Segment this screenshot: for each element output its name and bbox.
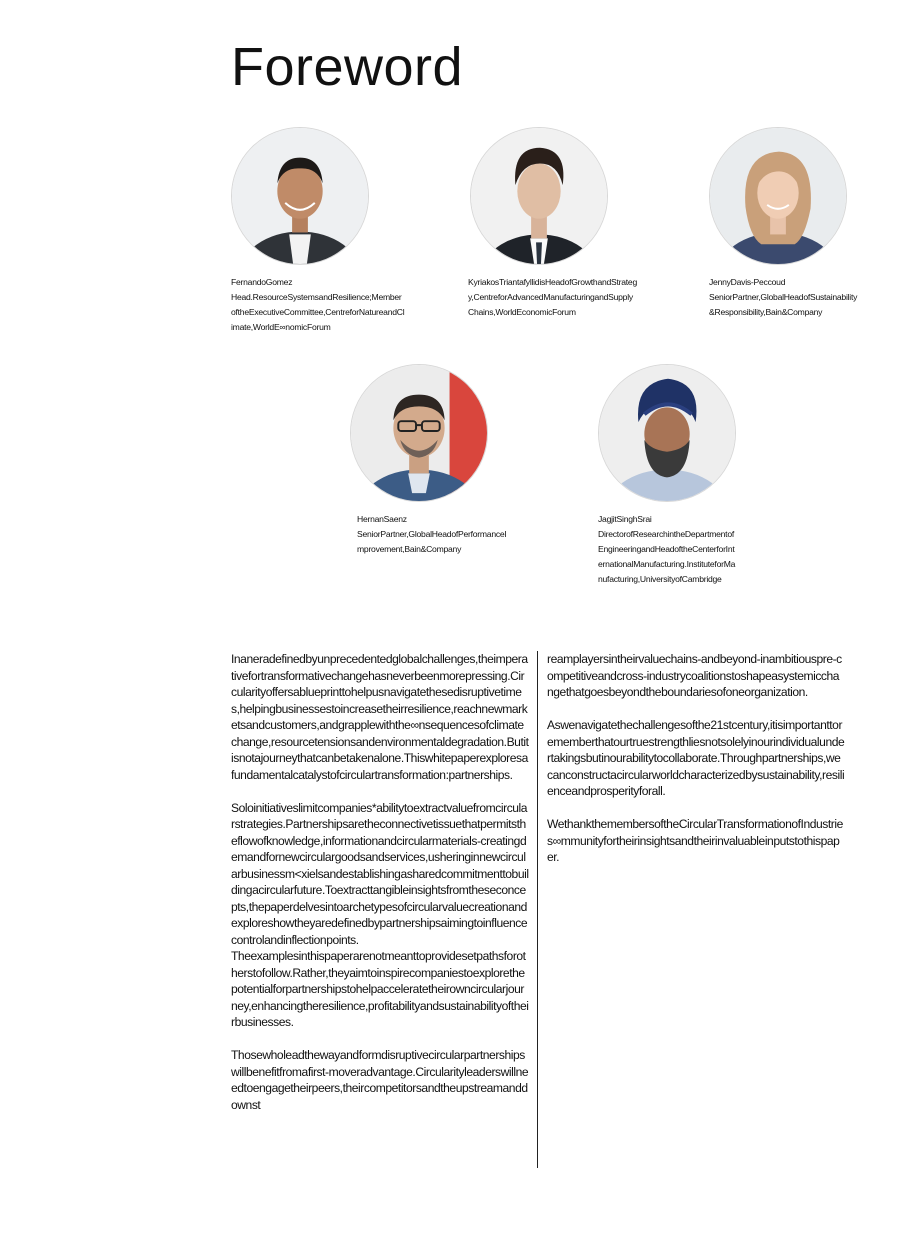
portrait-illustration bbox=[471, 128, 607, 264]
paragraph: Theexamplesinthispaperarenotmeanttoprovidesetpathsforotherstofollow.Rather,theyaimtoinspirecompaniestoexplorethepotentialforpartnershipstohelpacceleratetheirowncircularjourney,enhancingtheresilience,profitabilityandsustainabilityoftheirbusinesses. bbox=[231, 949, 529, 1029]
person-role: DirectorofResearchintheDepartmentofEngineeringandHeadoftheCenterforInternationalManufacturing.InstituteforManufacturing,UniversityofCambridge bbox=[598, 529, 736, 584]
page-title: Foreword bbox=[231, 37, 464, 97]
paragraph: Aswenavigatethechallengesofthe21stcentury,itisimportanttorememberthatourtruestrengthliesnotsolelyinourindividualundertakingsbutinourabilitytocollaborate.Throughpartnerships,wecanconstructacircularworldcharacterizedbysustainability,resilienceandprosperityforall. bbox=[547, 718, 845, 798]
paragraph: reamplayersintheirvaluechains-andbeyond-inambitiouspre-competitiveandcross-industrycoalitionstoshapeasystemicchangethatgoesbeyondtheboundariesofoneorganization. bbox=[547, 652, 842, 699]
profile-jenny-davis-peccoud bbox=[709, 127, 859, 320]
profile-fernando-gomez bbox=[231, 127, 411, 335]
paragraph: WethankthemembersoftheCircularTransformationofIndustries∞mmunityfortheirinsightsandtheirinvaluableinputstothispaper. bbox=[547, 817, 843, 864]
person-name: HernanSaenz bbox=[357, 514, 407, 524]
person-name: JennyDavis-Peccoud bbox=[709, 277, 786, 287]
portrait-photo bbox=[350, 364, 488, 502]
person-role: SeniorPartner,GlobalHeadofSustainability&Responsibility,Bain&Company bbox=[709, 292, 858, 317]
profile-kyriakos-triantafyllidis bbox=[468, 127, 638, 320]
person-role: SeniorPartner,GlobalHeadofPerformanceImprovement,Bain&Company bbox=[357, 529, 507, 554]
portrait-illustration bbox=[599, 365, 735, 501]
person-role: KyriakosTriantafyllidisHeadofGrowthandStrategy,CentreforAdvancedManufacturingandSupplyChains,WorldEconomicForum bbox=[468, 277, 637, 317]
portrait-photo bbox=[709, 127, 847, 265]
paragraph: Thosewholeadthewayandformdisruptivecircularpartnershipswillbenefitfromafirst-moveradvantage.Circularityleaderswillneedtoengagetheirpeers,theircompetitorsandtheupstreamanddownst bbox=[231, 1048, 529, 1112]
portrait-illustration bbox=[351, 365, 487, 501]
body-column-left bbox=[231, 651, 529, 1130]
portrait-illustration bbox=[232, 128, 368, 264]
profile-jagjit-singh-srai bbox=[598, 364, 738, 587]
portrait-illustration bbox=[710, 128, 846, 264]
portrait-photo bbox=[231, 127, 369, 265]
paragraph: Soloinitiativeslimitcompanies*abilitytoextractvaluefromcircularstrategies.Partnershipsaretheconnectivetissuethatpermitstheflowofknowledge,informationandcircularmaterials-creatingdemandfornewcirculargoodsandservices,usheringinnewcircularbusinessm<xielsandestablishingasharedcommitmenttobuildingacircularfuture.Toextracttangibleinsightsfromtheseconcepts,thepaperdelvesintoarchetypesofcircularvaluecreationandexploreshowtheyaredefinedbypartnershipsaimingtoinfluencecontrolandinflectionpoints. bbox=[231, 800, 529, 947]
column-divider bbox=[537, 651, 538, 1168]
person-name: JagjitSinghSrai bbox=[598, 514, 652, 524]
portrait-photo bbox=[598, 364, 736, 502]
paragraph: Inaneradefinedbyunprecedentedglobalchallenges,theimperativefortransformativechangehasneverbeenmorepressing.Circularityoffersablueprinttohelpusnavigatethesedisruptivetimes,helpingbusinessestoincreasetheirresilience,reachnewmarketsandcustomers,andgrapplewiththe∞nsequencesofclimatechange,resourcetensionsandenvironmentaldegradation.Butitisnotajourneythatcanbetakenalone.Thiswhitepaperexploresafundamentalcatalystofcirculartransformation:partnerships. bbox=[231, 652, 529, 782]
portrait-photo bbox=[470, 127, 608, 265]
person-name: FernandoGomez bbox=[231, 277, 293, 287]
profile-hernan-saenz bbox=[357, 364, 507, 557]
body-column-right bbox=[547, 651, 845, 882]
person-role: Head.ResourceSystemsandResilience;MemberoftheExecutiveCommittee,CentreforNatureandClimate,WorldE∞nomicForum bbox=[231, 292, 405, 332]
